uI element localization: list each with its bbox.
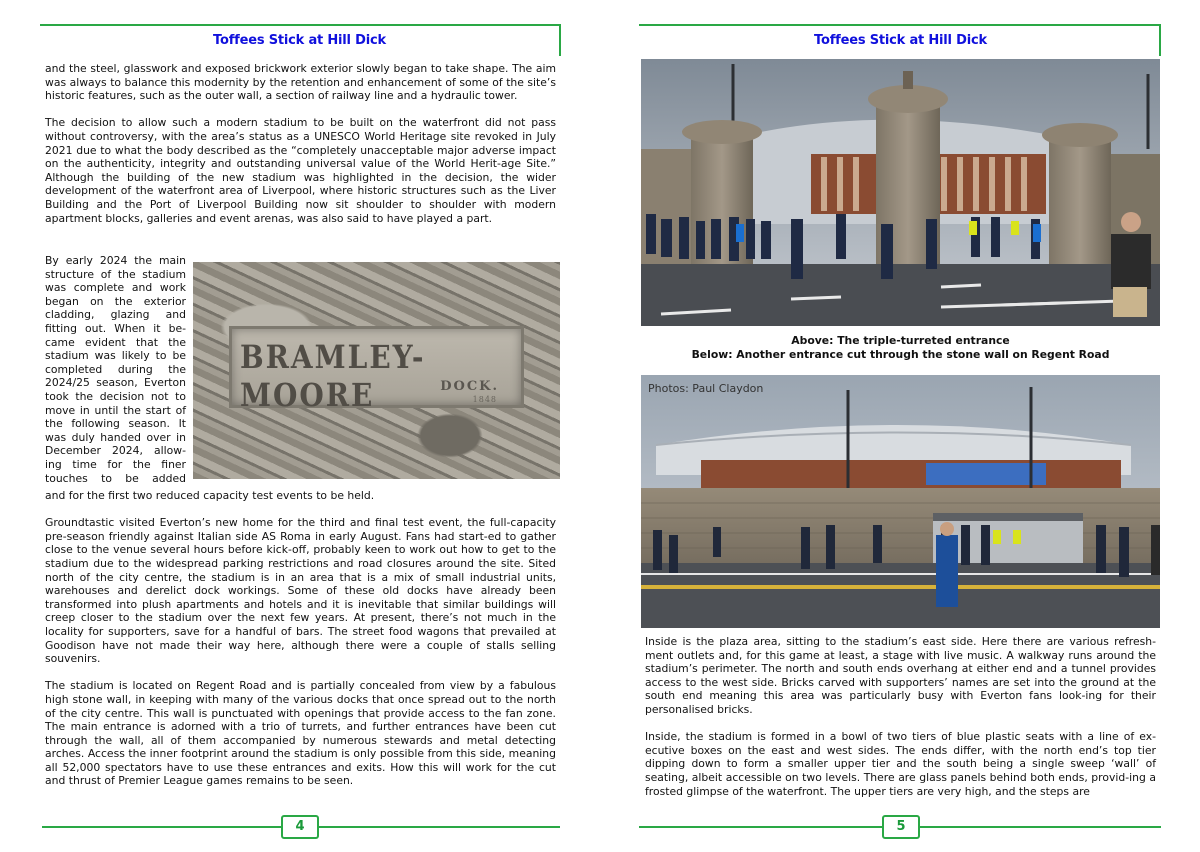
header-rule-right — [639, 24, 1161, 26]
wrapped-line: move in until the start of — [45, 403, 186, 417]
left-paragraph-1: and the steel, glasswork and exposed brickwork exterior slowly began to take shape. The aim was always to balance this modernity by the retention and enhancement of some of the site’s historic features, such as the outer wall, a section of railway line and a hydraulic tower. — [45, 62, 556, 103]
wrapped-line: began on the exterior — [45, 294, 186, 308]
wrapped-line: 2024/25 season, Everton — [45, 376, 186, 390]
page-title-left: Toffees Stick at Hill Dick — [213, 33, 386, 48]
wrapped-line: took the decision not to — [45, 389, 186, 403]
wrapped-line: the following season. It — [45, 417, 186, 431]
turreted-entrance-illustration — [641, 59, 1160, 326]
wrapped-line: touches to be added — [45, 471, 186, 485]
left-paragraph-3-tail: and for the first two reduced capacity test events to be held. — [45, 489, 375, 502]
wrapped-line: structure of the stadium — [45, 267, 186, 281]
page-title-right: Toffees Stick at Hill Dick — [814, 33, 987, 48]
right-paragraph-2: Inside, the stadium is formed in a bowl of two tiers of blue plastic seats with a line of ex-ecutive boxes on the east and west sides. The ends differ, with the north end’s top tier dipping down to form a smaller upper tier and the south being a single sweep ‘wall’ of seating, albeit accessible on two levels. There are glass panels behind both ends, provid-ing a frosted glimpse of the waterfront. The upper tiers are very high, and the steps are — [645, 730, 1156, 798]
plaque-inscription: BRAMLEY-MOORE — [240, 338, 426, 414]
regent-road-entrance-illustration — [641, 375, 1160, 628]
regent-road-entrance-photo — [641, 375, 1160, 628]
turreted-entrance-photo — [641, 59, 1160, 326]
wrapped-line: was duly handed over in — [45, 430, 186, 444]
photo-caption-line-2: Below: Another entrance cut through the stone wall on Regent Road — [691, 348, 1110, 361]
wrapped-line: By early 2024 the main — [45, 254, 186, 267]
wrapped-line: stadium was likely to be — [45, 349, 186, 363]
wrapped-line: December 2024, allow- — [45, 444, 186, 458]
photo-credit: Photos: Paul Claydon — [648, 382, 764, 395]
wrapped-line: completed during the — [45, 362, 186, 376]
wrapped-line: fitting out. When it be- — [45, 321, 186, 335]
wrapped-line: was complete and work — [45, 281, 186, 295]
wrapped-line: came evident that the — [45, 335, 186, 349]
left-paragraph-2: The decision to allow such a modern stadium to be built on the waterfront did not pass without controversy, with the area’s status as a UNESCO World Heritage site revoked in July 2021 due to what the body described as the “completely unacceptable major adverse impact on the authenticity, integrity and outstanding universal value of the World Herit-age Site.” Although the building of the new stadium was highlighted in the decision, the wider development of the waterfront area of Liverpool, where historic structures such as the Liver Building and the Port of Liverpool Building now sit shoulder to shoulder with modern apartment blocks, galleries and event arenas, was also said to have played a part. — [45, 116, 556, 225]
page-number-right: 5 — [882, 815, 920, 839]
plaque-subtitle: DOCK. — [440, 379, 499, 394]
photo-caption-line-1: Above: The triple-turreted entrance — [791, 334, 1010, 347]
left-paragraph-4: Groundtastic visited Everton’s new home for the third and final test event, the full-capacity pre-season friendly against Italian side AS Roma in early August. Fans had start-ed to gather close to the venue several hours before kick-off, probably keen to work out how to get to the stadium due to the widespread parking restrictions and road closures around the site. Sited north of the city centre, the stadium is in an area that is a mix of small industrial units, warehouses and derelict dock workings. Some of these old docks have already been transformed into plush apartments and hotels and it is inevitable that similar buildings will creep closer to the stadium over the next few years. At present, there’s not much in the locality for supporters, save for a handful of bars. The street food wagons that prevailed at Goodison have not made their way here, although there were a couple of stalls selling souvenirs. — [45, 516, 556, 666]
wrapped-line: ing time for the finer — [45, 457, 186, 471]
page-number-left: 4 — [281, 815, 319, 839]
left-paragraph-5: The stadium is located on Regent Road and is partially concealed from view by a fabulous high stone wall, in keeping with many of the various docks that once spread out to the north of the city centre. This wall is punctuated with openings that provide access to the fan zone. The main entrance is adorned with a trio of turrets, and further entrances have been cut through the wall, all of them accompanied by numerous stewards and metal detecting arches. Access the inner footprint around the stadium is only possible from this side, meaning all 52,000 spectators have to use these entrances and exits. How this will work for the cut and thrust of Premier League games remains to be seen. — [45, 679, 556, 788]
wrapped-line: cladding, glazing and — [45, 308, 186, 322]
plaque-year: 1848 — [472, 395, 497, 404]
right-text — [645, 635, 1156, 812]
right-paragraph-1: Inside is the plaza area, sitting to the stadium’s east side. Here there are various refresh-ment outlets and, for this game at least, a stage with live music. A walkway runs around the stadium’s perimeter. The north and south ends overhang at either end and a tunnel provides access to the west side. Bricks carved with supporters’ names are set into the ground at the south end meaning this area was particularly busy with Everton fans look-ing for their personalised bricks. — [645, 635, 1156, 716]
